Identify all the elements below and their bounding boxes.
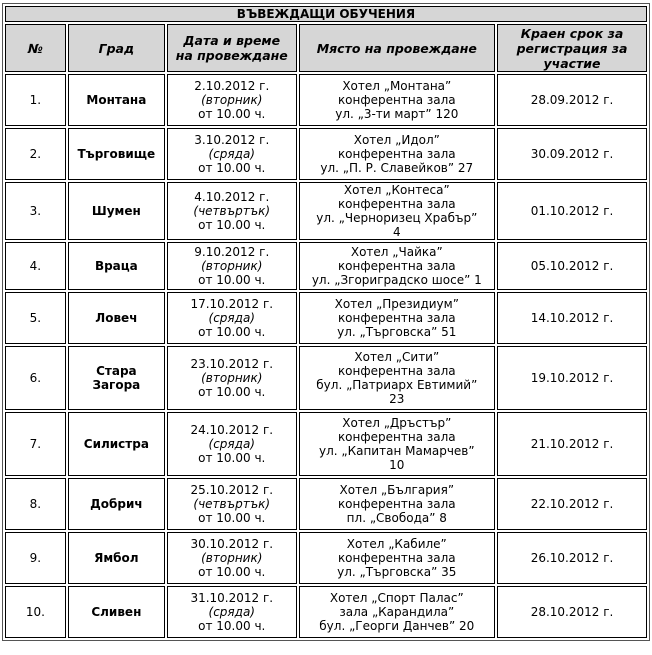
trainings-table xyxy=(2,3,650,641)
table-title: ВЪВЕЖДАЩИ ОБУЧЕНИЯ xyxy=(5,6,647,22)
cell-venue: Хотел „Спорт Палас” зала „Карандила” бул. „Георги Данчев” 20 xyxy=(299,586,495,638)
cell-venue: Хотел „Сити” конферентна зала бул. „Патриарх Евтимий” 23 xyxy=(299,346,495,410)
cell-venue: Хотел „Чайка” конферентна зала ул. „Згориградско шосе” 1 xyxy=(299,242,495,290)
header-deadline: Краен срок за регистрация за участие xyxy=(497,24,647,72)
table-row xyxy=(5,478,647,530)
cell-city: Ямбол xyxy=(68,532,165,584)
table-body xyxy=(5,74,647,638)
table-row xyxy=(5,74,647,126)
cell-num: 3. xyxy=(5,182,66,240)
cell-deadline: 30.09.2012 г. xyxy=(497,128,647,180)
cell-venue: Хотел „Монтана” конферентна зала ул. „3-ти март” 120 xyxy=(299,74,495,126)
cell-deadline: 28.10.2012 г. xyxy=(497,586,647,638)
cell-datetime: 23.10.2012 г. (вторник) от 10.00 ч. xyxy=(167,346,297,410)
cell-num: 2. xyxy=(5,128,66,180)
cell-deadline: 28.09.2012 г. xyxy=(497,74,647,126)
cell-deadline: 14.10.2012 г. xyxy=(497,292,647,344)
cell-venue: Хотел „Контеса” конферентна зала ул. „Черноризец Храбър” 4 xyxy=(299,182,495,240)
table-row xyxy=(5,346,647,410)
cell-deadline: 19.10.2012 г. xyxy=(497,346,647,410)
cell-num: 7. xyxy=(5,412,66,476)
table-row xyxy=(5,128,647,180)
table-row xyxy=(5,242,647,290)
cell-datetime: 24.10.2012 г. (сряда) от 10.00 ч. xyxy=(167,412,297,476)
cell-venue: Хотел „Дръстър” конферентна зала ул. „Капитан Мамарчев” 10 xyxy=(299,412,495,476)
cell-venue: Хотел „Кабиле” конферентна зала ул. „Търговска” 35 xyxy=(299,532,495,584)
cell-deadline: 21.10.2012 г. xyxy=(497,412,647,476)
cell-datetime: 25.10.2012 г. (четвъртък) от 10.00 ч. xyxy=(167,478,297,530)
cell-datetime: 31.10.2012 г. (сряда) от 10.00 ч. xyxy=(167,586,297,638)
header-row xyxy=(5,24,647,72)
trainings-table-wrapper xyxy=(2,3,650,641)
cell-datetime: 2.10.2012 г. (вторник) от 10.00 ч. xyxy=(167,74,297,126)
cell-deadline: 01.10.2012 г. xyxy=(497,182,647,240)
cell-venue: Хотел „България” конферентна зала пл. „Свобода” 8 xyxy=(299,478,495,530)
header-venue: Място на провеждане xyxy=(299,24,495,72)
cell-city: Търговище xyxy=(68,128,165,180)
cell-num: 5. xyxy=(5,292,66,344)
table-row xyxy=(5,532,647,584)
cell-deadline: 22.10.2012 г. xyxy=(497,478,647,530)
cell-datetime: 17.10.2012 г. (сряда) от 10.00 ч. xyxy=(167,292,297,344)
cell-datetime: 30.10.2012 г. (вторник) от 10.00 ч. xyxy=(167,532,297,584)
cell-venue: Хотел „Идол” конферентна зала ул. „П. Р. Славейков” 27 xyxy=(299,128,495,180)
cell-deadline: 05.10.2012 г. xyxy=(497,242,647,290)
cell-city: Шумен xyxy=(68,182,165,240)
cell-num: 4. xyxy=(5,242,66,290)
cell-city: Сливен xyxy=(68,586,165,638)
cell-deadline: 26.10.2012 г. xyxy=(497,532,647,584)
cell-num: 9. xyxy=(5,532,66,584)
cell-city: Враца xyxy=(68,242,165,290)
cell-num: 6. xyxy=(5,346,66,410)
cell-city: Монтана xyxy=(68,74,165,126)
cell-datetime: 4.10.2012 г. (четвъртък) от 10.00 ч. xyxy=(167,182,297,240)
table-row xyxy=(5,292,647,344)
cell-datetime: 3.10.2012 г. (сряда) от 10.00 ч. xyxy=(167,128,297,180)
cell-datetime: 9.10.2012 г. (вторник) от 10.00 ч. xyxy=(167,242,297,290)
table-row xyxy=(5,586,647,638)
cell-venue: Хотел „Президиум” конферентна зала ул. „Търговска” 51 xyxy=(299,292,495,344)
cell-city: Ловеч xyxy=(68,292,165,344)
header-num: № xyxy=(5,24,66,72)
cell-city: Стара Загора xyxy=(68,346,165,410)
cell-num: 10. xyxy=(5,586,66,638)
cell-num: 8. xyxy=(5,478,66,530)
cell-city: Добрич xyxy=(68,478,165,530)
table-row xyxy=(5,182,647,240)
header-city: Град xyxy=(68,24,165,72)
cell-city: Силистра xyxy=(68,412,165,476)
header-datetime: Дата и време на провеждане xyxy=(167,24,297,72)
cell-num: 1. xyxy=(5,74,66,126)
table-row xyxy=(5,412,647,476)
